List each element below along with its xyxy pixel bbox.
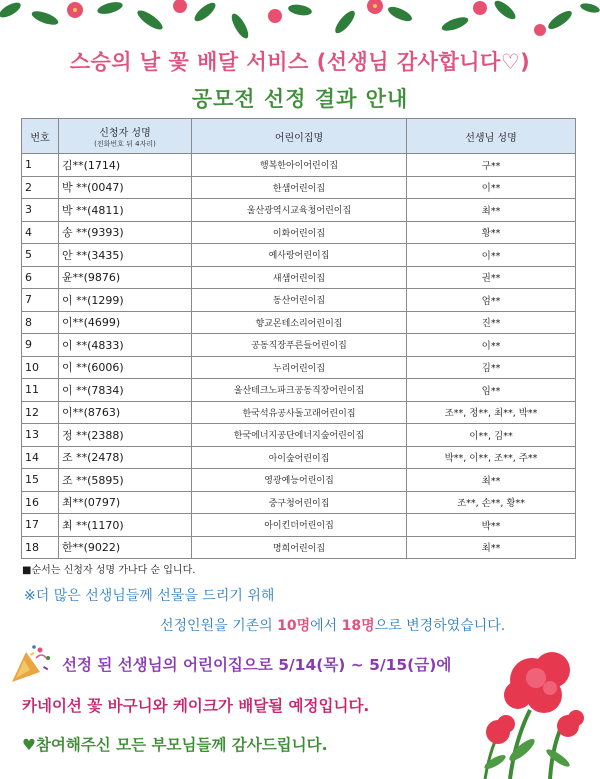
row-center: 이화어린이집 [192,221,407,244]
row-center: 영광예능어린이집 [192,469,407,492]
notice-line-5: ♥참여해주신 모든 부모님들께 감사드립니다. [22,736,328,754]
row-no: 12 [22,401,59,424]
row-teacher: 조**, 정**, 최**, 박** [407,401,576,424]
table-row [22,334,576,357]
notice-line-2-e: 으로 변경하였습니다. [374,618,506,634]
row-applicant: 조 **(2478) [59,446,192,469]
row-no: 15 [22,469,59,492]
row-applicant: 이 **(7834) [59,379,192,402]
table-row [22,514,576,537]
table-row [22,176,576,199]
table-row [22,289,576,312]
page-title: 스승의 날 꽃 배달 서비스 (선생님 감사합니다♡) [69,50,531,74]
sort-order-note: ■순서는 신청자 성명 가나다 순 입니다. [22,565,196,576]
row-teacher: 엄** [407,289,576,312]
row-teacher: 구** [407,154,576,177]
row-applicant: 송 **(9393) [59,221,192,244]
header-applicant-label: 신청자 성명 [99,127,151,139]
table-row [22,266,576,289]
notice-line-2-c: 에서 [310,618,342,634]
row-center: 동산어린이집 [192,289,407,312]
row-center: 울산테크노파크공동직장어린이집 [192,379,407,402]
row-center: 한국석유공사돌고래어린이집 [192,401,407,424]
row-center: 아이킨더어린이집 [192,514,407,537]
row-teacher: 김** [407,356,576,379]
row-no: 4 [22,221,59,244]
header-no: 번호 [22,119,59,154]
row-center: 명희어린이집 [192,536,407,559]
row-center: 향교몬테소리어린이집 [192,311,407,334]
row-center: 새샘어린이집 [192,266,407,289]
row-no: 17 [22,514,59,537]
row-no: 18 [22,536,59,559]
notice-line-3: 선정 된 선생님의 어린이집으로 5/14(목) ~ 5/15(금)에 [62,656,452,674]
row-applicant: 조 **(5895) [59,469,192,492]
header-applicant-note: (전화번호 뒤 4자리) [94,139,156,148]
row-teacher: 조**, 손**, 황** [407,491,576,514]
row-teacher: 진** [407,311,576,334]
row-no: 8 [22,311,59,334]
table-row [22,379,576,402]
row-applicant: 최 **(1170) [59,514,192,537]
row-center: 한국에너지공단에너지숲어린이집 [192,424,407,447]
notice-line-2-a: 선정인원을 기존의 [160,618,278,634]
row-teacher: 박**, 이**, 조**, 주** [407,446,576,469]
notice-line-4: 카네이션 꽃 바구니와 케이크가 배달될 예정입니다. [22,697,370,715]
row-teacher: 최** [407,469,576,492]
row-center: 한샘어린이집 [192,176,407,199]
row-applicant: 이**(8763) [59,401,192,424]
row-teacher: 황** [407,221,576,244]
row-teacher: 권** [407,266,576,289]
row-applicant: 이**(4699) [59,311,192,334]
header-center: 어린이집명 [192,119,407,154]
header-teacher: 선생님 성명 [407,119,576,154]
row-no: 9 [22,334,59,357]
row-teacher: 최** [407,536,576,559]
table-row [22,221,576,244]
notice-line-2 [160,615,505,635]
header-applicant [59,119,192,154]
party-popper-icon [10,644,54,684]
table-row [22,154,576,177]
table-header-row [22,119,576,154]
table-row [22,356,576,379]
table-row [22,536,576,559]
row-center: 중구청어린이집 [192,491,407,514]
table-row [22,311,576,334]
row-no: 14 [22,446,59,469]
row-no: 16 [22,491,59,514]
row-teacher: 임** [407,379,576,402]
row-applicant: 윤**(9876) [59,266,192,289]
row-center: 아이숲어린이집 [192,446,407,469]
row-center: 행복한아이어린이집 [192,154,407,177]
row-no: 3 [22,199,59,222]
row-no: 5 [22,244,59,267]
notice-new-count: 18명 [341,618,375,634]
table-row [22,424,576,447]
row-no: 2 [22,176,59,199]
row-no: 11 [22,379,59,402]
row-teacher: 최** [407,199,576,222]
table-row [22,244,576,267]
table-row [22,446,576,469]
row-center: 울산광역시교육청어린이집 [192,199,407,222]
row-center: 예사랑어린이집 [192,244,407,267]
page-subtitle: 공모전 선정 결과 안내 [191,87,409,111]
row-no: 1 [22,154,59,177]
row-applicant: 박 **(0047) [59,176,192,199]
table-row [22,469,576,492]
row-applicant: 이 **(4833) [59,334,192,357]
row-teacher: 이** [407,176,576,199]
table-row [22,199,576,222]
table-row [22,491,576,514]
row-applicant: 한**(9022) [59,536,192,559]
row-applicant: 김**(1714) [59,154,192,177]
row-applicant: 정 **(2388) [59,424,192,447]
row-teacher: 이** [407,244,576,267]
row-teacher: 박** [407,514,576,537]
row-no: 6 [22,266,59,289]
notice-previous-count: 10명 [277,618,311,634]
row-teacher: 이**, 김** [407,424,576,447]
row-applicant: 박 **(4811) [59,199,192,222]
row-no: 7 [22,289,59,312]
row-applicant: 이 **(6006) [59,356,192,379]
table-row [22,401,576,424]
row-no: 13 [22,424,59,447]
leaves-flowers-border-icon [0,0,600,48]
row-teacher: 이** [407,334,576,357]
row-applicant: 안 **(3435) [59,244,192,267]
row-applicant: 최**(0797) [59,491,192,514]
results-table [21,118,576,559]
notice-line-1: ※더 많은 선생님들께 선물을 드리기 위해 [24,588,275,604]
carnation-flower-icon [440,640,600,779]
row-no: 10 [22,356,59,379]
row-center: 공동직장푸른들어린이집 [192,334,407,357]
row-center: 누리어린이집 [192,356,407,379]
row-applicant: 이 **(1299) [59,289,192,312]
